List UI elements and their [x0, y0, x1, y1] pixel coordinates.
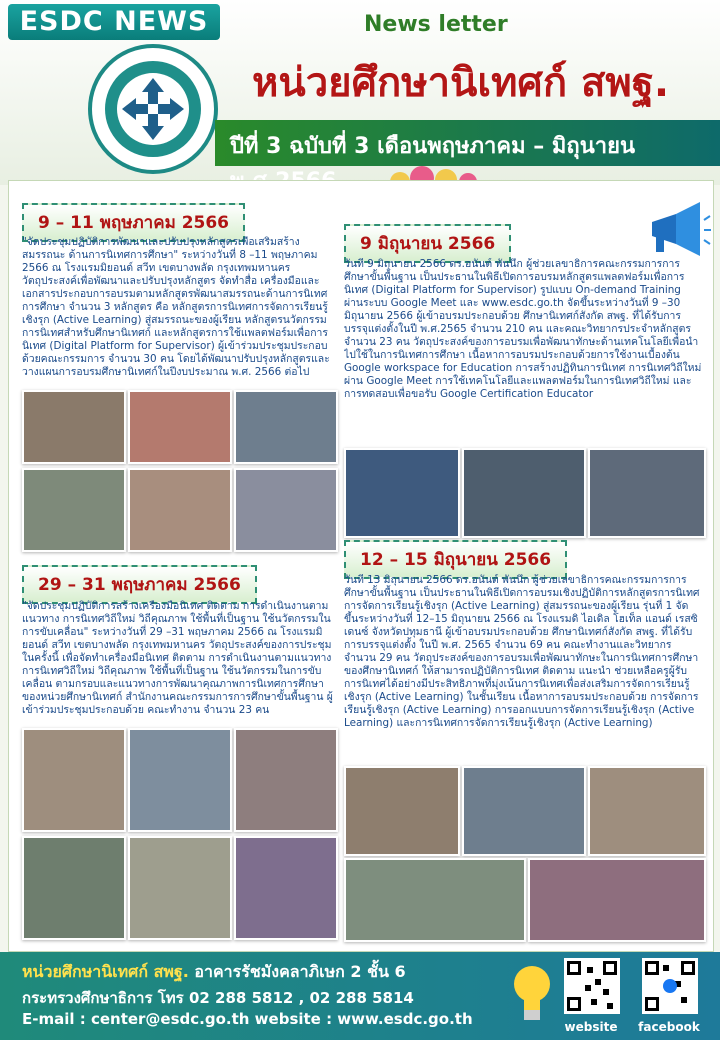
megaphone-icon: [646, 200, 712, 264]
photo-collage-may-9: [22, 390, 340, 560]
footer-building: อาคารรัชมังคลาภิเษก 2 ชั้น 6: [188, 962, 406, 981]
photo: [528, 858, 706, 942]
photo: [234, 728, 338, 832]
photo: [128, 468, 232, 552]
facebook-qr-code[interactable]: [642, 958, 698, 1014]
facebook-qr-label: facebook: [638, 1020, 700, 1034]
masthead-title: ESDC NEWS: [8, 4, 220, 40]
footer-address-line: [22, 960, 406, 985]
issue-line: ปีที่ 3 ฉบับที่ 3 เดือนพฤษภาคม – มิถุนายน: [230, 134, 636, 159]
photo: [588, 766, 706, 856]
photo: [462, 766, 586, 856]
newsletter-footer: [0, 952, 720, 1040]
lightbulb-icon: [510, 960, 554, 1030]
photo: [128, 390, 232, 464]
section-date-may-29: 29 – 31 พฤษภาคม 2566: [22, 565, 257, 604]
website-qr-label: website: [564, 1020, 618, 1034]
photo: [234, 468, 338, 552]
photo-collage-may-29: [22, 728, 340, 940]
photo: [588, 448, 706, 538]
footer-unit-name: หน่วยศึกษานิเทศก์ สพฐ.: [22, 962, 189, 981]
photo: [22, 390, 126, 464]
section-date-jun-12: 12 – 15 มิถุนายน 2566: [344, 540, 567, 579]
section-text-jun-9: วันที่ 9 มิถุนายน 2566 ดร.อนันต์ พันนึก ผู้ช่วยเลขาธิการคณะกรรมการการศึกษาขั้นพื้นฐาน เป็นประธานในพิธีเปิดการอบรมหลักสูตรแพลตฟอร์มเพื่อการนิเทศ (Digital Platform for Supervisor) รูปแบบ On-demand Training ผ่านระบบ Google Meet และ www.esdc.go.th จัดขึ้นระหว่างวันที่ 9 –30 มิถุนายน 2566 ผู้เข้าอบรมประกอบด้วย ศึกษานิเทศก์สังกัด สพฐ. ที่ได้รับการบรรจุแต่งตั้งในปี พ.ศ.2565 จำนวน 210 คน และคณะวิทยากรประจำหลักสูตร จำนวน 23 คน วัตถุประสงค์ของการอบรมเพื่อพัฒนาทักษะด้านเทคโนโลยีเพื่อนำไปใช้ในการนิเทศการศึกษา เนื้อหาการอบรมประกอบด้วยการใช้งานเบื้องต้น Google workspace for Education การสร้างปฏิทินการนิเทศ การนิเทศวิถีใหม่ผ่าน Google Meet การใช้เทคโนโลยีและแพลตฟอร์มในการนิเทศวิถีใหม่ และการทดสอบเพื่อขอรับ Google Certification Educator: [344, 258, 702, 400]
photo: [234, 390, 338, 464]
photo: [462, 448, 586, 538]
newsletter-label: News letter: [364, 12, 508, 37]
photo: [128, 728, 232, 832]
newsletter-header: [0, 0, 720, 185]
photo: [344, 448, 460, 538]
esdc-logo: [88, 44, 218, 174]
unit-title: หน่วยศึกษานิเทศก์ สพฐ.: [252, 60, 670, 106]
section-date-jun-9: 9 มิถุนายน 2566: [344, 224, 511, 263]
photo: [22, 728, 126, 832]
photo: [344, 766, 460, 856]
photo-collage-jun-9: [344, 448, 706, 538]
photo: [22, 468, 126, 552]
section-text-jun-12: วันที่ 13 มิถุนายน 2566 ดร.อนันต์ พันนึก ผู้ช่วยเลขาธิการคณะกรรมการการศึกษาขั้นพื้นฐาน เป็นประธานในพิธีเปิดการอบรมเชิงปฏิบัติการหลักสูตรการนิเทศการจัดการเรียนรู้เชิงรุก (Active Learning) สู่สมรรถนะของผู้เรียน รุ่นที่ 1 จัดขึ้นระหว่างวันที่ 12–15 มิถุนายน 2566 ณ โรงแรมดิ ไอเดิล โฮเท็ล แอนด์ เรสซิเดนซ์ จังหวัดปทุมธานี ผู้เข้าอบรมประกอบด้วย ศึกษานิเทศก์สังกัด สพฐ. ที่ได้รับการบรรจุแต่งตั้ง ในปี พ.ศ. 2565 จำนวน 69 คน คณะทำงานและวิทยากร จำนวน 29 คน วัตถุประสงค์ของการอบรมเพื่อพัฒนาทักษะในการนิเทศการศึกษาของศึกษานิเทศก์ ให้สามารถปฏิบัติการนิเทศ ติดตาม แนะนำ ช่วยเหลือครูผู้รับการนิเทศได้อย่างมีประสิทธิภาพที่มุ่งเน้นการนิเทศเพื่อส่งเสริมการจัดการเรียนรู้เชิงรุก (Active Learning) ในชั้นเรียน เนื้อหาการอบรมประกอบด้วย การจัดการเรียนรู้เชิงรุก (Active Learning) การออกแบบการจัดการเรียนรู้เชิงรุก (Active Learning) และการนิเทศการจัดการเรียนรู้เชิงรุก (Active Learning): [344, 574, 700, 729]
section-text-may-9: "จัดประชุมปฏิบัติการพัฒนาและปรับปรุงหลักสูตรเพื่อเสริมสร้างสมรรถนะ ด้านการนิเทศการศึกษา" ระหว่างวันที่ 8 –11 พฤษภาคม 2566 ณ โรงแรมมิยอนด์ สวีท เขตบางพลัด กรุงเทพมหานคร วัตถุประสงค์เพื่อพัฒนาและปรับปรุงหลักสูตร จัดทำสื่อ เครื่องมือและเอกสารประกอบการอบรมตามหลักสูตรพัฒนาสมรรถนะด้านการนิเทศการศึกษา จำนวน 3 หลักสูตร คือ หลักสูตรการนิเทศการจัดการเรียนรู้เชิงรุก (Active Learning) สู่สมรรถนะของผู้เรียน หลักสูตรนวัตกรรมการนิเทศสำหรับศึกษานิเทศก์ และหลักสูตรการใช้แพลตฟอร์มเพื่อการนิเทศ (Digital Platform for Supervisor) ผู้เข้าร่วมประชุมประกอบด้วยคณะกรรมการ จำนวน 30 คน โดยได้พัฒนาปรับปรุงหลักสูตรและวางแผนการอบรมศึกษานิเทศก์ในปีงบประมาณ พ.ศ. 2566 ต่อไป: [22, 236, 330, 378]
website-qr-code[interactable]: [564, 958, 620, 1014]
footer-ministry-phone: กระทรวงศึกษาธิการ โทร 02 288 5812 , 02 288 5814: [22, 989, 414, 1007]
photo: [128, 836, 232, 940]
photo: [234, 836, 338, 940]
section-text-may-29: "จัดประชุมปฏิบัติการสร้างเครื่องมือนิเทศ ติดตาม การดำเนินงานตามแนวทาง การนิเทศวิถีใหม่ วิถีคุณภาพ ใช้พื้นที่เป็นฐาน ใช้นวัตกรรมในการขับเคลื่อน" ระหว่างวันที่ 29 –31 พฤษภาคม 2566 ณ โรงแรมมิยอนด์ สวีท เขตบางพลัด กรุงเทพมหานคร วัตถุประสงค์ของการประชุมในครั้งนี้ เพื่อจัดทำเครื่องมือนิเทศ ติดตาม การดำเนินงานตามแนวทางการนิเทศวิถีใหม่ วิถีคุณภาพ ใช้พื้นที่เป็นฐาน ใช้นวัตกรรมในการขับเคลื่อน ตามกรอบและแนวทางการพัฒนาคุณภาพการนิเทศการศึกษา ของหน่วยศึกษานิเทศก์ สำนักงานคณะกรรมการการศึกษาขั้นพื้นฐาน ผู้เข้าร่วมประชุมประกอบด้วย คณะทำงาน จำนวน 23 คน: [22, 600, 333, 716]
section-date-may-9: 9 – 11 พฤษภาคม 2566: [22, 203, 245, 242]
footer-email-website: E-mail : center@esdc.go.th website : www.esdc.go.th: [22, 1010, 473, 1028]
photo: [22, 836, 126, 940]
photo: [344, 858, 526, 942]
photo-collage-jun-12: [344, 766, 706, 944]
